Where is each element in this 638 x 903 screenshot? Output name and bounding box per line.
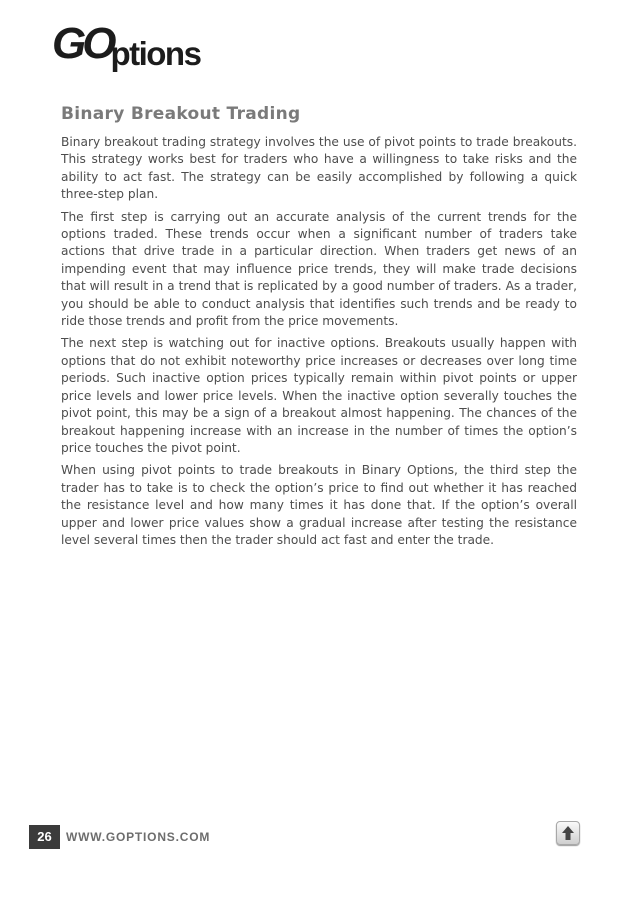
page-footer: [0, 825, 638, 849]
up-arrow-icon: [561, 825, 575, 841]
page-number: 26: [29, 825, 60, 849]
scroll-top-button[interactable]: [556, 821, 580, 845]
page-title: Binary Breakout Trading: [61, 104, 301, 124]
goptions-logo: [52, 19, 201, 74]
paragraph-1: Binary breakout trading strategy involves the use of pivot points to trade breakouts. This strategy works best for traders who have a willingness to take risks and the ability to act fast. The strategy can be easily accomplished by following a quick three-step plan.: [61, 135, 577, 202]
paragraph-4: When using pivot points to trade breakouts in Binary Options, the third step the trader has to take is to check the option’s price to find out whether it has reached the resistance level and how many times it has done that. If the option’s overall upper and lower price values show a gradual increase after testing the resistance level several times then the trader should act fast and enter the trade.: [61, 463, 577, 547]
logo-options-text: ptions: [110, 35, 201, 72]
paragraph-3: The next step is watching out for inactive options. Breakouts usually happen with options that do not exhibit noteworthy price increases or decreases over long time periods. Such inactive option prices typically remain within pivot points or upper price levels and lower price levels. When the inactive option severally touches the pivot point, this may be a sign of a breakout almost happening. The chances of the breakout happening increase with an increase in the number of times the option’s price touches the pivot point.: [61, 336, 577, 455]
article-body: [61, 134, 577, 554]
paragraph-2: The first step is carrying out an accurate analysis of the current trends for the options traded. These trends occur when a significant number of traders take actions that drive trade in a particular direction. When traders get news of an impending event that may influence price trends, they will make trade decisions that will result in a trend that is replicated by a good number of traders. As a trader, you should be able to conduct analysis that identifies such trends and be ready to ride those trends and profit from the price movements.: [61, 209, 577, 329]
logo-go-text: GO: [52, 19, 113, 68]
website-link[interactable]: WWW.GOPTIONS.COM: [66, 830, 211, 844]
